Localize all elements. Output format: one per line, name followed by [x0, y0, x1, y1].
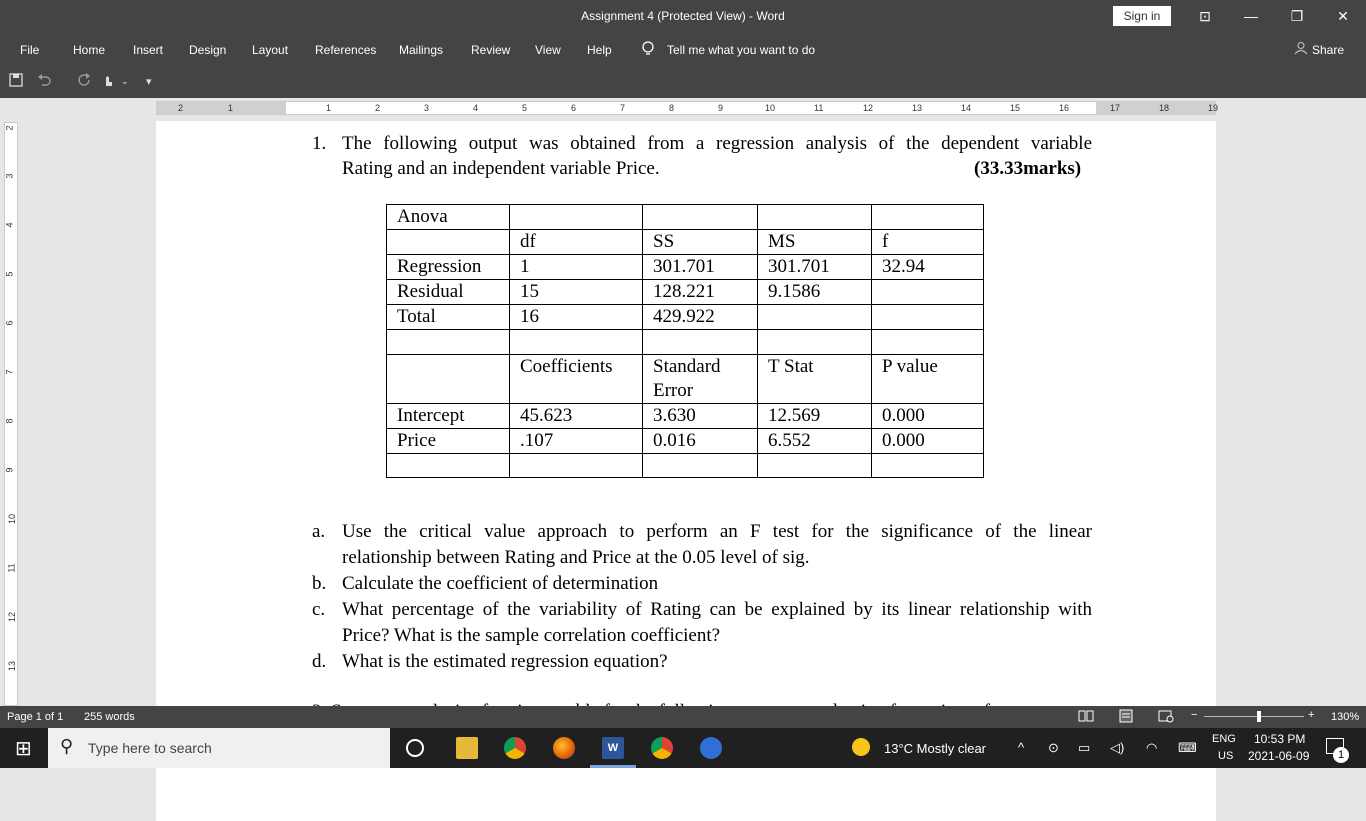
table-cell — [872, 453, 984, 478]
table-cell — [387, 354, 510, 403]
ruler-number: 9 — [4, 467, 15, 473]
vpn-shield-icon[interactable] — [700, 737, 722, 759]
table-cell: df — [510, 230, 643, 255]
table-cell — [872, 205, 984, 230]
word-count[interactable]: 255 words — [84, 711, 135, 723]
table-cell: Residual — [387, 280, 510, 305]
ruler-number: 2 — [4, 125, 15, 131]
table-cell: 0.016 — [643, 428, 758, 453]
tab-references[interactable]: References — [315, 43, 377, 57]
volume-icon[interactable]: ◁) — [1110, 740, 1125, 755]
ruler-number: 17 — [1110, 103, 1121, 113]
table-cell: f — [872, 230, 984, 255]
language-primary[interactable]: ENG — [1212, 733, 1236, 745]
redo-icon[interactable] — [77, 73, 91, 90]
table-cell: 128.221 — [643, 280, 758, 305]
save-icon[interactable] — [9, 73, 23, 90]
title-bar — [0, 0, 1366, 32]
ruler-number: 7 — [620, 103, 626, 113]
tab-mailings[interactable]: Mailings — [399, 43, 444, 57]
tab-review[interactable]: Review — [471, 43, 511, 57]
table-cell — [872, 305, 984, 330]
customize-toolbar-icon[interactable]: ▾ — [146, 76, 152, 88]
search-icon: ⚲ — [60, 736, 74, 756]
active-app-indicator — [590, 765, 636, 768]
table-cell: MS — [758, 230, 872, 255]
horizontal-ruler[interactable] — [156, 101, 1219, 115]
chrome-profile-icon[interactable] — [651, 737, 673, 759]
question-text: The following output was obtained from a regression analysis of the dependent variable — [342, 133, 1092, 154]
ruler-number: 5 — [522, 103, 528, 113]
chrome-icon[interactable] — [504, 737, 526, 759]
table-cell: 301.701 — [643, 255, 758, 280]
question-number: 1. — [312, 133, 327, 154]
ruler-number: 5 — [4, 271, 15, 277]
table-cell — [643, 205, 758, 230]
part-text: Use the critical value approach to perform an F test for the significance of the linear — [342, 521, 1092, 542]
battery-icon[interactable]: ▭ — [1078, 740, 1091, 755]
sign-in-button[interactable]: Sign in — [1113, 6, 1171, 26]
clock-date[interactable]: 2021-06-09 — [1248, 749, 1310, 763]
table-cell: Coefficients — [510, 354, 643, 403]
ribbon-tabs — [0, 32, 1366, 66]
zoom-level[interactable]: 130% — [1331, 711, 1360, 723]
ruler-number: 12 — [7, 611, 18, 623]
minimize-button[interactable]: — — [1244, 8, 1258, 24]
table-cell: 12.569 — [758, 403, 872, 428]
tab-file[interactable]: File — [20, 43, 40, 57]
ruler-number: 4 — [4, 222, 15, 228]
table-row — [387, 255, 984, 280]
zoom-out-button[interactable]: − — [1191, 709, 1198, 721]
table-row — [387, 305, 984, 330]
part-text: Price? What is the sample correlation coefficient? — [342, 625, 721, 646]
status-bar — [0, 706, 1366, 728]
quick-access-toolbar — [0, 66, 1366, 98]
print-layout-icon[interactable] — [1118, 709, 1134, 726]
ruler-number: 2 — [178, 103, 184, 113]
table-row — [387, 354, 984, 403]
tab-home[interactable]: Home — [73, 43, 106, 57]
share-button[interactable]: Share — [1312, 43, 1345, 57]
table-cell — [387, 330, 510, 355]
read-mode-icon[interactable] — [1078, 709, 1094, 726]
ruler-number: 8 — [669, 103, 675, 113]
part-text: What percentage of the variability of Rating can be explained by its linear relationship with — [342, 599, 1092, 620]
table-row — [387, 280, 984, 305]
undo-icon[interactable] — [37, 73, 51, 90]
ruler-number: 6 — [4, 320, 15, 326]
tab-view[interactable]: View — [535, 43, 561, 57]
ruler-number: 10 — [765, 103, 776, 113]
question-text: Rating and an independent variable Price. — [342, 158, 660, 179]
ruler-number: 9 — [718, 103, 724, 113]
ruler-number: 1 — [326, 103, 332, 113]
part-text: What is the estimated regression equation? — [342, 651, 668, 672]
lightbulb-icon — [641, 41, 655, 60]
question-marks: (33.33marks) — [974, 158, 1082, 179]
ruler-number: 11 — [6, 563, 17, 573]
table-cell: 429.922 — [643, 305, 758, 330]
table-cell: 9.1586 — [758, 280, 872, 305]
table-cell — [510, 453, 643, 478]
close-button[interactable]: ✕ — [1337, 8, 1349, 24]
ruler-number: 12 — [863, 103, 874, 113]
table-cell — [872, 330, 984, 355]
table-cell: 301.701 — [758, 255, 872, 280]
ruler-number: 3 — [424, 103, 430, 113]
horizontal-ruler-row — [0, 98, 1366, 118]
ribbon-display-options-icon[interactable]: ⊡ — [1199, 8, 1211, 24]
ruler-number: 15 — [1010, 103, 1021, 113]
table-cell: Standard Error — [643, 354, 758, 403]
weather-moon-icon — [852, 738, 870, 756]
page-count[interactable]: Page 1 of 1 — [7, 711, 64, 723]
window-title: Assignment 4 (Protected View) - Word — [581, 9, 785, 23]
network-tray-icon[interactable]: ⊙ — [1048, 740, 1059, 755]
table-cell — [758, 205, 872, 230]
ruler-number: 10 — [7, 513, 18, 525]
part-label: b. — [312, 573, 327, 594]
zoom-slider-track[interactable] — [1204, 716, 1304, 717]
table-cell: 6.552 — [758, 428, 872, 453]
firefox-icon[interactable] — [553, 737, 575, 759]
table-cell — [758, 305, 872, 330]
table-cell — [758, 330, 872, 355]
regression-table — [386, 204, 984, 478]
search-placeholder: Type here to search — [88, 740, 212, 756]
weather-text[interactable]: 13°C Mostly clear — [884, 741, 987, 756]
show-hidden-icons-icon[interactable]: ^ — [1018, 740, 1025, 755]
table-cell: 0.000 — [872, 403, 984, 428]
table-row — [387, 230, 984, 255]
part-label: a. — [312, 521, 326, 542]
table-row — [387, 205, 984, 230]
zoom-in-button[interactable]: + — [1308, 709, 1315, 721]
restore-button[interactable]: ❐ — [1290, 8, 1304, 24]
table-cell — [387, 230, 510, 255]
tell-me-search[interactable]: Tell me what you want to do — [667, 43, 816, 57]
vertical-ruler[interactable] — [4, 122, 18, 706]
table-cell: T Stat — [758, 354, 872, 403]
chevron-down-icon[interactable]: ⌄ — [121, 76, 129, 86]
word-taskbar-icon[interactable]: W — [602, 737, 624, 759]
file-explorer-icon[interactable] — [456, 737, 478, 759]
ruler-number: 19 — [1208, 103, 1219, 113]
ruler-number: 3 — [4, 173, 15, 179]
table-cell — [510, 330, 643, 355]
taskbar-search[interactable] — [48, 728, 390, 768]
notification-badge: 1 — [1333, 747, 1349, 763]
table-cell: .107 — [510, 428, 643, 453]
table-cell — [643, 330, 758, 355]
part-text: relationship between Rating and Price at the 0.05 level of sig. — [342, 547, 810, 568]
table-cell: SS — [643, 230, 758, 255]
ruler-margin-left — [156, 102, 286, 114]
clock-time[interactable]: 10:53 PM — [1254, 732, 1306, 746]
table-cell — [510, 205, 643, 230]
table-cell: Regression — [387, 255, 510, 280]
language-secondary[interactable]: US — [1218, 750, 1234, 762]
part-label: d. — [312, 651, 327, 672]
ruler-number: 7 — [4, 369, 15, 375]
table-cell — [387, 453, 510, 478]
ruler-number: 13 — [912, 103, 923, 113]
table-cell: Anova — [387, 205, 510, 230]
table-cell: Intercept — [387, 403, 510, 428]
ruler-number: 11 — [814, 103, 824, 113]
table-cell: 0.000 — [872, 428, 984, 453]
table-cell: 15 — [510, 280, 643, 305]
taskbar — [0, 728, 1366, 768]
part-text: Calculate the coefficient of determination — [342, 573, 659, 594]
part-label: c. — [312, 599, 326, 620]
touch-mode-icon[interactable] — [101, 73, 115, 90]
tab-layout[interactable]: Layout — [252, 43, 289, 57]
ruler-number: 2 — [375, 103, 381, 113]
tab-insert[interactable]: Insert — [133, 43, 164, 57]
keyboard-icon[interactable]: ⌨ — [1178, 740, 1197, 755]
ruler-number: 8 — [4, 418, 15, 424]
table-cell — [758, 453, 872, 478]
tab-design[interactable]: Design — [189, 43, 227, 57]
ruler-number: 1 — [228, 103, 234, 113]
table-cell — [643, 453, 758, 478]
ruler-number: 14 — [961, 103, 972, 113]
table-cell: 1 — [510, 255, 643, 280]
person-icon — [1294, 41, 1308, 58]
ruler-number: 6 — [571, 103, 577, 113]
ruler-number: 13 — [7, 660, 18, 672]
table-cell: 16 — [510, 305, 643, 330]
tab-help[interactable]: Help — [587, 43, 612, 57]
table-row — [387, 453, 984, 478]
ruler-number: 18 — [1159, 103, 1170, 113]
table-row — [387, 403, 984, 428]
document-area[interactable] — [20, 118, 1366, 706]
table-row — [387, 428, 984, 453]
table-cell: P value — [872, 354, 984, 403]
wifi-icon[interactable]: ◠ — [1146, 740, 1158, 755]
task-view-icon[interactable] — [406, 739, 424, 757]
table-cell: 45.623 — [510, 403, 643, 428]
table-cell: Total — [387, 305, 510, 330]
web-layout-icon[interactable] — [1158, 709, 1174, 726]
table-cell: 32.94 — [872, 255, 984, 280]
windows-start-icon[interactable]: ⊞ — [15, 738, 32, 760]
table-cell: 3.630 — [643, 403, 758, 428]
table-cell — [872, 280, 984, 305]
ruler-number: 4 — [473, 103, 479, 113]
zoom-slider-thumb[interactable] — [1257, 711, 1261, 722]
ruler-number: 16 — [1059, 103, 1070, 113]
table-cell: Price — [387, 428, 510, 453]
table-row — [387, 330, 984, 355]
